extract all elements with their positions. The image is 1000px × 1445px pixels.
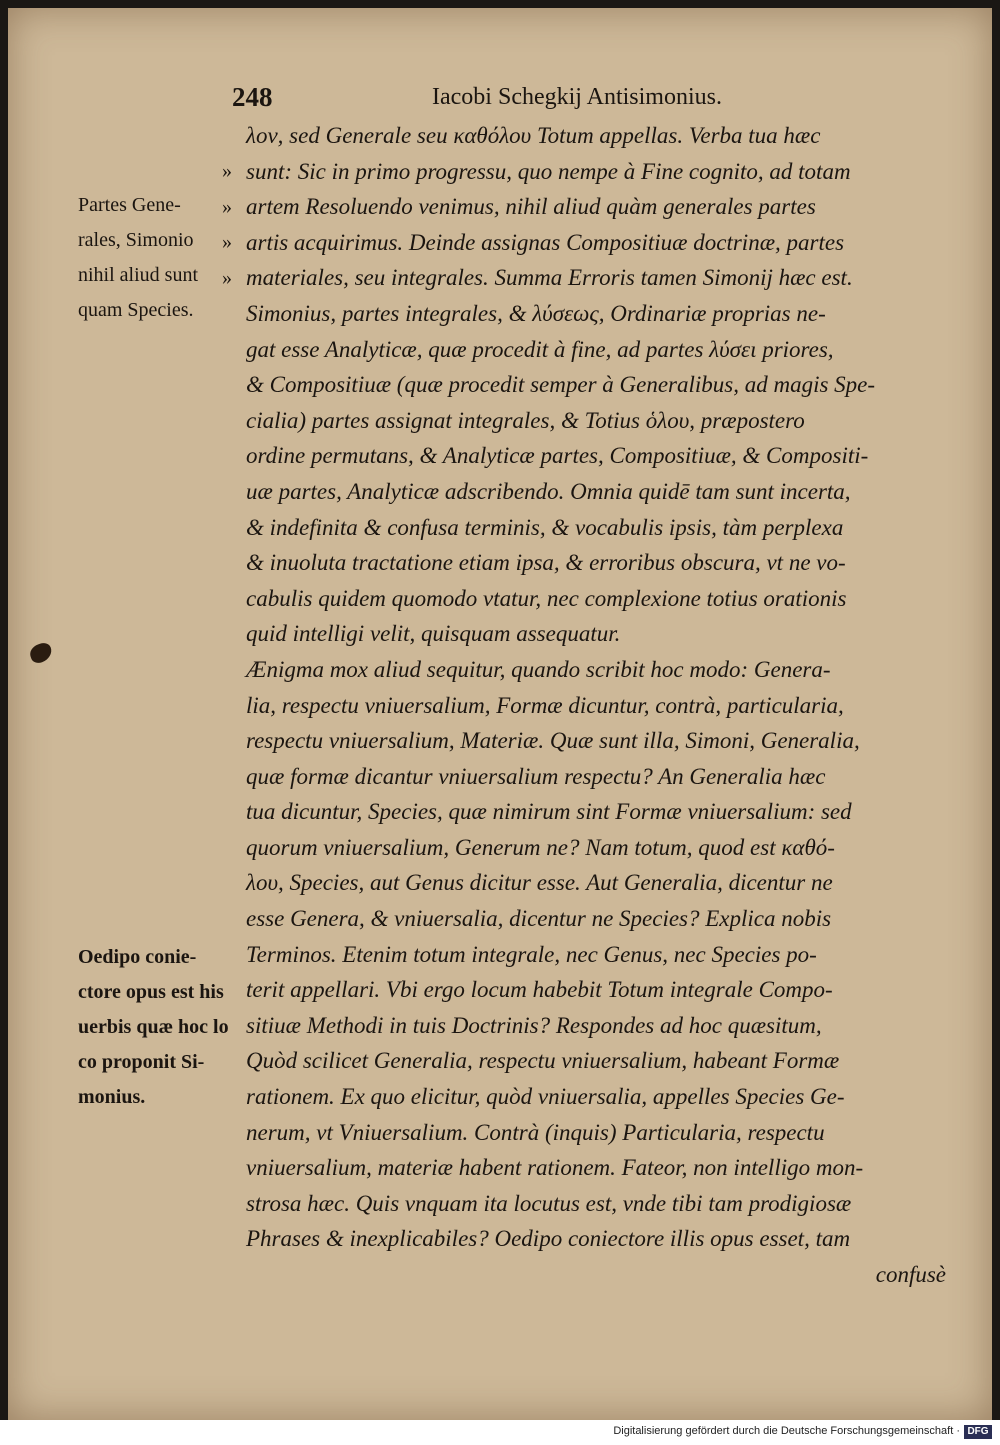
text-line: quid intelligi velit, quisquam assequatur.	[246, 621, 621, 647]
dfg-logo: DFG	[964, 1425, 992, 1439]
note-line: uerbis quæ hoc lo	[78, 1016, 229, 1038]
note-line: quam Species.	[78, 299, 194, 321]
text-line: rationem. Ex quo elicitur, quòd vniuersalia, appelles Species Ge-	[246, 1084, 845, 1110]
funding-credit: Digitalisierung gefördert durch die Deutsche Forschungsgemeinschaft ·	[613, 1425, 960, 1437]
page-number: 248	[232, 82, 273, 112]
text-line: strosa hæc. Quis vnquam ita locutus est, vnde tibi tam prodigiosæ	[246, 1190, 852, 1216]
text-line: cabulis quidem quomodo vtatur, nec complexione totius orationis	[246, 585, 847, 611]
catchword: confusè	[875, 1262, 946, 1287]
text-line: λον, sed Generale seu καθόλου Totum appellas. Verba tua hæc	[246, 123, 821, 148]
quote-mark: »	[222, 160, 232, 182]
text-line: materiales, seu integrales. Summa Erroris tamen Simonij hæc est.	[246, 265, 853, 291]
text-line: Terminos. Etenim totum integrale, nec Genus, nec Species po-	[246, 941, 817, 967]
note-line: ctore opus est his	[78, 981, 224, 1003]
running-title: Iacobi Schegkij Antisimonius.	[432, 84, 722, 110]
text-line: & inuoluta tractatione etiam ipsa, & erroribus obscura, vt ne vo-	[246, 550, 846, 576]
text-line: artis acquirimus. Deinde assignas Compositiuæ doctrinæ, partes	[246, 229, 845, 255]
text-line: Ænigma mox aliud sequitur, quando scribit hoc modo: Genera-	[246, 656, 831, 682]
text-line: artem Resoluendo venimus, nihil aliud quàm generales partes	[246, 194, 816, 220]
text-line: tua dicuntur, Species, quæ nimirum sint Formæ vniuersalium: sed	[246, 799, 852, 825]
text-line: vniuersalium, materiæ habent rationem. Fateor, non intelligo mon-	[246, 1155, 864, 1181]
margin-note-partes-generales	[78, 188, 248, 328]
text-line: terit appellari. Vbi ergo locum habebit Totum integrale Compo-	[246, 977, 833, 1003]
text-line: quæ formæ dicantur vniuersalium respectu? An Generalia hæc	[246, 763, 826, 789]
text-line: & Compositiuæ (quæ procedit semper à Generalibus, ad magis Spe-	[246, 372, 876, 398]
body-text	[246, 118, 946, 1293]
note-line: rales, Simonio	[78, 229, 194, 251]
quote-mark: »	[222, 231, 232, 254]
text-line: Quòd scilicet Generalia, respectu vniuersalium, habeant Formæ	[246, 1048, 840, 1074]
text-line: sunt: Sic in primo progressu, quo nempe à Fine cognito, ad totam	[246, 158, 851, 184]
text-line: respectu vniuersalium, Materiæ. Quæ sunt illa, Simoni, Generalia,	[246, 728, 860, 754]
note-line: co proponit Si-	[78, 1051, 205, 1073]
note-line: Oedipo conie-	[78, 946, 197, 968]
page-header	[232, 82, 772, 118]
text-line: sitiuæ Methodi in tuis Doctrinis? Respondes ad hoc quæsitum,	[246, 1012, 822, 1038]
text-line: Phrases & inexplicabiles? Oedipo coniectore illis opus esset, tam	[246, 1226, 851, 1252]
text-line: uæ partes, Analyticæ adscribendo. Omnia quidē tam sunt incerta,	[246, 478, 851, 504]
text-line: gat esse Analyticæ, quæ procedit à fine, ad partes λύσει priores,	[246, 336, 834, 362]
note-line: monius.	[78, 1086, 146, 1108]
text-line: cialia) partes assignat integrales, & Totius ὁλου, præpostero	[246, 407, 805, 433]
text-line: quorum vniuersalium, Generum ne? Nam totum, quod est καθό-	[246, 834, 835, 860]
note-line: Partes Gene-	[78, 194, 181, 216]
quote-mark: »	[222, 266, 232, 289]
text-line: λου, Species, aut Genus dicitur esse. Aut Generalia, dicentur ne	[246, 870, 833, 896]
note-line: nihil aliud sunt	[78, 264, 198, 286]
margin-note-oedipo	[78, 940, 248, 1115]
footer-bar	[0, 1420, 1000, 1445]
text-line: Simonius, partes integrales, & λύσεως, Ordinariæ proprias ne-	[246, 300, 826, 326]
text-line: ordine permutans, & Analyticæ partes, Compositiuæ, & Compositi-	[246, 443, 869, 469]
quote-mark: »	[222, 195, 232, 218]
text-line: nerum, vt Vniuersalium. Contrà (inquis) Particularia, respectu	[246, 1119, 825, 1145]
text-line: & indefinita & confusa terminis, & vocabulis ipsis, tàm perplexa	[246, 514, 844, 540]
text-line: lia, respectu vniuersalium, Formæ dicuntur, contrà, particularia,	[246, 692, 844, 718]
text-line: esse Genera, & vniuersalia, dicentur ne Species? Explica nobis	[246, 906, 832, 932]
